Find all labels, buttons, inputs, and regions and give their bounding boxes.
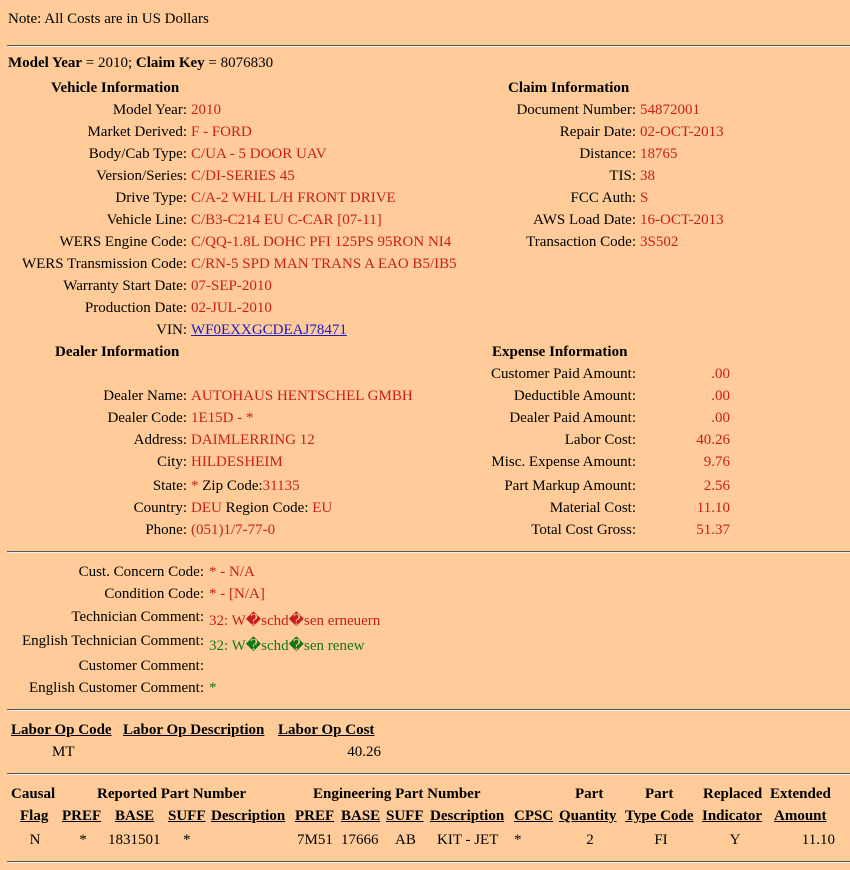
vehicle-value: C/A-2 WHL L/H FRONT DRIVE (191, 190, 396, 206)
claim-label: Repair Date: (559, 124, 636, 140)
expense-value: 9.76 (703, 454, 730, 470)
engineering-part-number-header: Engineering Part Number (313, 786, 481, 802)
expense-value: .00 (711, 388, 730, 404)
type-code-header: Type Code (625, 808, 694, 824)
labor-op-description-header: Labor Op Description (123, 722, 265, 738)
vehicle-label: WERS Engine Code: (59, 234, 187, 250)
claim-label: FCC Auth: (570, 190, 636, 206)
flag-header: Flag (20, 808, 49, 824)
cpsc-cell: * (514, 832, 522, 848)
state-value: * (191, 478, 199, 494)
vehicle-value: C/UA - 5 DOOR UAV (191, 146, 327, 162)
claim-value: 3S502 (640, 234, 679, 250)
vehicle-value: 02-JUL-2010 (191, 300, 272, 316)
amount-header: Amount (774, 808, 827, 824)
vehicle-value: C/RN-5 SPD MAN TRANS A EAO B5/IB5 (191, 256, 457, 272)
currency-note: Note: All Costs are in US Dollars (8, 11, 209, 27)
dealer-info-title: Dealer Information (55, 344, 180, 360)
causal-header: Causal (11, 786, 56, 802)
vehicle-label: Model Year: (112, 102, 187, 118)
english-technician-comment-value: 32: W�schd�sen renew (209, 638, 365, 654)
cpsc-header: CPSC (514, 808, 554, 824)
country-value: DEU (191, 500, 222, 516)
vehicle-label: Version/Series: (96, 168, 187, 184)
vehicle-label: Vehicle Line: (106, 212, 187, 228)
quantity-cell: 2 (586, 832, 594, 848)
vehicle-label: Body/Cab Type: (88, 146, 187, 162)
eng-base-cell: 17666 (341, 832, 379, 848)
expense-value: .00 (711, 410, 730, 426)
claim-value: S (640, 190, 649, 206)
claim-label: AWS Load Date: (533, 212, 636, 228)
eng-pref-cell: 7M51 (297, 832, 333, 848)
expense-value: 51.37 (696, 522, 730, 538)
condition-value: * - [N/A] (209, 586, 265, 602)
english-customer-comment-value: * (209, 680, 217, 696)
vehicle-label: Drive Type: (115, 190, 187, 206)
vehicle-value: C/QQ-1.8L DOHC PFI 125PS 95RON NI4 (191, 234, 452, 250)
divider (7, 709, 850, 711)
claim-key-label: Claim Key (135, 55, 205, 71)
reported-part-number-header: Reported Part Number (97, 786, 247, 802)
english-technician-comment-label: English Technician Comment: (22, 633, 204, 649)
technician-comment-value: 32: W�schd�sen erneuern (209, 613, 381, 629)
part-type-group-header: Part (645, 786, 674, 802)
eng-description-cell: KIT - JET (437, 832, 499, 848)
pref-header: PREF (62, 808, 102, 824)
technician-comment-label: Technician Comment: (71, 609, 204, 625)
english-customer-comment-label: English Customer Comment: (29, 680, 204, 696)
dealer-code-label: Dealer Code: (107, 410, 187, 426)
zip-value: 31135 (262, 478, 300, 494)
vehicle-label: Warranty Start Date: (63, 278, 187, 294)
state-label: State: (152, 478, 187, 494)
dealer-name-value: AUTOHAUS HENTSCHEL GMBH (191, 388, 413, 404)
indicator-header: Indicator (702, 808, 762, 824)
divider (7, 861, 850, 863)
expense-value: 2.56 (703, 478, 730, 494)
labor-op-cost-header: Labor Op Cost (278, 722, 375, 738)
claim-label: Transaction Code: (526, 234, 636, 250)
vehicle-value: C/B3-C214 EU C-CAR [07-11] (191, 212, 382, 228)
claim-value: 02-OCT-2013 (640, 124, 724, 140)
dealer-name-label: Dealer Name: (103, 388, 187, 404)
eng-pref-header: PREF (295, 808, 335, 824)
pref-cell: * (79, 832, 87, 848)
vin-link[interactable]: WF0EXXGCDEAJ78471 (191, 322, 347, 338)
cust-concern-value: * - N/A (209, 564, 255, 580)
expense-value: 11.10 (696, 500, 730, 516)
replaced-group-header: Replaced (703, 786, 763, 802)
indicator-cell: Y (729, 832, 741, 848)
expense-label: Part Markup Amount: (504, 478, 636, 494)
expense-label: Customer Paid Amount: (490, 366, 636, 382)
quantity-header: Quantity (559, 808, 617, 824)
dealer-code-value: 1E15D - * (191, 410, 254, 426)
suff-header: SUFF (168, 808, 206, 824)
address-label: Address: (133, 432, 187, 448)
claim-value: 16-OCT-2013 (640, 212, 724, 228)
claim-header (8, 55, 273, 72)
part-quantity-group-header: Part (575, 786, 604, 802)
claim-value: 18765 (640, 146, 678, 162)
condition-label: Condition Code: (104, 586, 204, 602)
vehicle-value: 2010 (191, 102, 221, 118)
cust-concern-label: Cust. Concern Code: (78, 564, 204, 580)
expense-info-title: Expense Information (492, 344, 628, 360)
claim-label: Distance: (579, 146, 636, 162)
eng-suff-header: SUFF (386, 808, 424, 824)
model-year-label: Model Year (8, 55, 83, 71)
claim-value: 38 (640, 168, 655, 184)
eng-description-header: Description (430, 808, 505, 824)
city-value: HILDESHEIM (191, 454, 283, 470)
expense-label: Labor Cost: (564, 432, 636, 448)
vehicle-value: 07-SEP-2010 (191, 278, 272, 294)
type-code-cell: FI (654, 832, 668, 848)
country-region-line (191, 500, 332, 517)
expense-label: Material Cost: (549, 500, 636, 516)
claim-info-title: Claim Information (508, 80, 630, 96)
claim-label: Document Number: (516, 102, 636, 118)
claim-key-value: = 8076830 (208, 55, 274, 71)
zip-label: Zip Code: (202, 478, 263, 494)
region-label: Region Code: (225, 500, 309, 516)
vehicle-value: F - FORD (191, 124, 252, 140)
claim-label: TIS: (609, 168, 636, 184)
vehicle-value: C/DI-SERIES 45 (191, 168, 295, 184)
divider (7, 773, 850, 775)
expense-label: Misc. Expense Amount: (491, 454, 636, 470)
expense-label: Dealer Paid Amount: (509, 410, 636, 426)
labor-op-cost-cell: 40.26 (347, 744, 381, 760)
eng-suff-cell: AB (395, 832, 416, 848)
flag-cell: N (29, 832, 41, 848)
expense-value: 40.26 (696, 432, 730, 448)
phone-label: Phone: (145, 522, 187, 538)
base-header: BASE (115, 808, 155, 824)
expense-label: Deductible Amount: (513, 388, 636, 404)
vehicle-label: WERS Transmission Code: (21, 256, 187, 272)
region-value: EU (312, 500, 333, 516)
vehicle-label: Market Derived: (87, 124, 187, 140)
claim-value: 54872001 (640, 102, 700, 118)
extended-group-header: Extended (770, 786, 831, 802)
divider (7, 45, 850, 47)
expense-label: Total Cost Gross: (531, 522, 636, 538)
labor-op-code-header: Labor Op Code (11, 722, 112, 738)
vehicle-label: Production Date: (84, 300, 187, 316)
city-label: City: (156, 454, 187, 470)
amount-cell: 11.10 (801, 832, 835, 848)
labor-op-code-cell: MT (52, 744, 75, 760)
suff-cell: * (183, 832, 191, 848)
phone-value: (051)1/7-77-0 (191, 522, 276, 538)
eng-base-header: BASE (341, 808, 381, 824)
divider (7, 551, 850, 553)
base-cell: 1831501 (108, 832, 161, 848)
customer-comment-label: Customer Comment: (78, 658, 204, 674)
model-year-value: = 2010; (85, 55, 133, 71)
description-header: Description (211, 808, 286, 824)
vehicle-info-title: Vehicle Information (51, 80, 180, 96)
country-label: Country: (133, 500, 187, 516)
vin-label: VIN: (156, 322, 187, 338)
state-zip-line (191, 478, 300, 495)
address-value: DAIMLERRING 12 (191, 432, 315, 448)
expense-value: .00 (711, 366, 730, 382)
